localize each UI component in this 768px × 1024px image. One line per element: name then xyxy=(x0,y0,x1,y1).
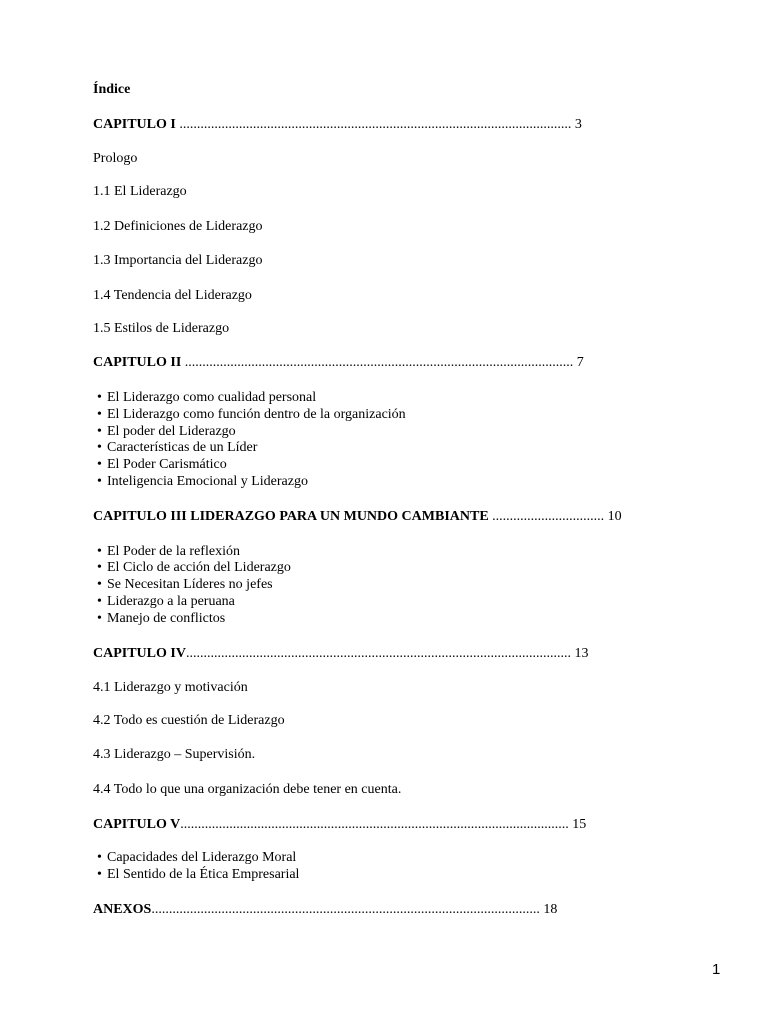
toc-section-4-2: 4.2 Todo es cuestión de Liderazgo xyxy=(93,713,285,728)
list-item: • El Poder de la reflexión xyxy=(97,544,240,559)
toc-page-number: 7 xyxy=(573,355,584,370)
toc-entry-title: CAPITULO IV xyxy=(93,646,186,661)
list-item: • Se Necesitan Líderes no jefes xyxy=(97,577,273,592)
list-item: • El poder del Liderazgo xyxy=(97,424,236,439)
toc-section-1-1: 1.1 El Liderazgo xyxy=(93,184,187,199)
list-item: • Inteligencia Emocional y Liderazgo xyxy=(97,474,308,489)
toc-page-number: 15 xyxy=(568,817,587,832)
toc-page-number: 18 xyxy=(539,902,558,917)
toc-section-1-5: 1.5 Estilos de Liderazgo xyxy=(93,321,230,336)
toc-section-4-1: 4.1 Liderazgo y motivación xyxy=(93,680,248,695)
list-item: • El Sentido de la Ética Empresarial xyxy=(97,867,300,882)
bullet-icon: • xyxy=(97,867,102,882)
bullet-icon: • xyxy=(97,594,102,609)
bullet-icon: • xyxy=(97,440,102,455)
toc-page-number: 10 xyxy=(604,509,622,524)
bullet-icon: • xyxy=(97,390,102,405)
toc-section-prologo: Prologo xyxy=(93,151,138,166)
bullet-icon: • xyxy=(97,407,102,422)
list-item: • Capacidades del Liderazgo Moral xyxy=(97,850,297,865)
bullet-icon: • xyxy=(97,611,102,626)
bullet-icon: • xyxy=(97,560,102,575)
toc-leader-dots: ................................ xyxy=(488,509,605,524)
toc-entry-capitulo-5[interactable] xyxy=(93,816,586,833)
toc-page-number: 13 xyxy=(570,646,589,661)
list-item: • El Liderazgo como cualidad personal xyxy=(97,390,317,405)
index-title: Índice xyxy=(93,82,131,97)
bullet-icon: • xyxy=(97,424,102,439)
toc-page-number: 3 xyxy=(571,117,582,132)
toc-section-4-4: 4.4 Todo lo que una organización debe tener en cuenta. xyxy=(93,782,402,797)
toc-section-1-2: 1.2 Definiciones de Liderazgo xyxy=(93,219,263,234)
list-item: • Características de un Líder xyxy=(97,440,258,455)
toc-entry-title: CAPITULO III LIDERAZGO PARA UN MUNDO CAMBIANTE xyxy=(93,509,489,524)
toc-entry-capitulo-1[interactable] xyxy=(93,116,582,133)
toc-section-4-3: 4.3 Liderazgo – Supervisión. xyxy=(93,747,256,762)
toc-entry-capitulo-3[interactable] xyxy=(93,508,622,525)
toc-entry-capitulo-4[interactable] xyxy=(93,645,588,662)
list-item: • El Liderazgo como función dentro de la organización xyxy=(97,407,406,422)
bullet-icon: • xyxy=(97,474,102,489)
toc-entry-title: CAPITULO I xyxy=(93,117,176,132)
toc-leader-dots: .............................................................................................................. xyxy=(185,646,571,661)
toc-entry-title: CAPITULO V xyxy=(93,817,181,832)
bullet-icon: • xyxy=(97,577,102,592)
bullet-icon: • xyxy=(97,850,102,865)
page-number: 1 xyxy=(712,961,721,978)
toc-leader-dots: ............................................................................................................... xyxy=(151,902,540,917)
list-item: • Liderazgo a la peruana xyxy=(97,594,235,609)
toc-entry-title: CAPITULO II xyxy=(93,355,182,370)
list-item: • El Poder Carismático xyxy=(97,457,227,472)
toc-section-1-3: 1.3 Importancia del Liderazgo xyxy=(93,253,263,268)
toc-entry-title: ANEXOS xyxy=(93,902,152,917)
bullet-icon: • xyxy=(97,544,102,559)
toc-leader-dots: ............................................................................................................... xyxy=(180,817,569,832)
list-item: • Manejo de conflictos xyxy=(97,611,226,626)
toc-entry-anexos[interactable] xyxy=(93,901,557,918)
toc-entry-capitulo-2[interactable] xyxy=(93,354,584,371)
bullet-icon: • xyxy=(97,457,102,472)
toc-leader-dots: ................................................................................................................ xyxy=(175,117,572,132)
toc-section-1-4: 1.4 Tendencia del Liderazgo xyxy=(93,288,252,303)
list-item: • El Ciclo de acción del Liderazgo xyxy=(97,560,291,575)
toc-leader-dots: ............................................................................................................... xyxy=(181,355,574,370)
